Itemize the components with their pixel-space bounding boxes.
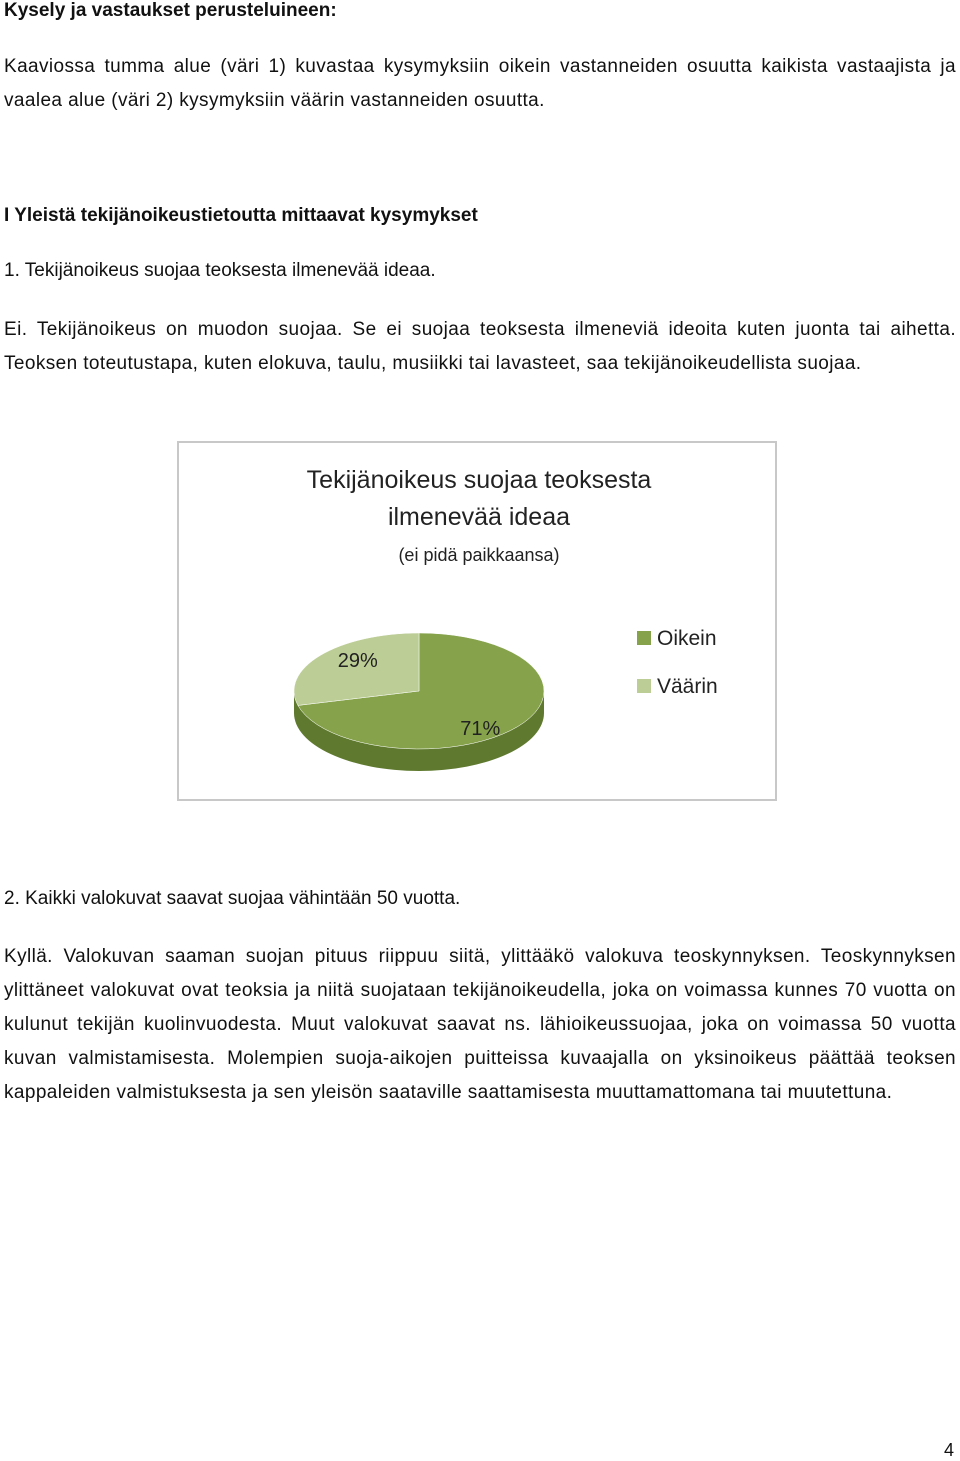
pie-label-väärin: 29% xyxy=(337,649,378,672)
answer-1: Ei. Tekijänoikeus on muodon suojaa. Se ei suojaa teoksesta ilmeneviä ideoita kuten juonta tai aihetta. Teoksen toteutustapa, kuten elokuva, taulu, musiikki tai lavasteet, saa tekijänoikeudellista suojaa. xyxy=(4,319,956,374)
pie-label-oikein: 71% xyxy=(460,718,501,741)
pie-chart-svg xyxy=(179,443,779,803)
chart-title-line-2: ilmenevää ideaa xyxy=(387,503,571,531)
question-2: 2. Kaikki valokuvat saavat suojaa vähintään 50 vuotta. xyxy=(4,888,461,909)
intro-paragraph: Kaaviossa tumma alue (väri 1) kuvastaa kysymyksiin oikein vastanneiden osuutta kaikista vastaajista ja vaalea alue (väri 2) kysymyksiin väärin vastanneiden osuutta. xyxy=(4,56,956,111)
section-title: I Yleistä tekijänoikeustietoutta mittaavat kysymykset xyxy=(4,205,478,226)
legend-label-oikein: Oikein xyxy=(657,627,717,650)
chart-title-line-1: Tekijänoikeus suojaa teoksesta xyxy=(306,466,652,494)
page-number: 4 xyxy=(944,1440,955,1460)
pie-chart xyxy=(177,441,777,801)
question-1: 1. Tekijänoikeus suojaa teoksesta ilmenevää ideaa. xyxy=(4,260,436,281)
legend-label-väärin: Väärin xyxy=(657,675,718,698)
answer-2: Kyllä. Valokuvan saaman suojan pituus riippuu siitä, ylittääkö valokuva teoskynnyksen. Teoskynnyksen ylittäneet valokuvat ovat teoksia ja niitä suojataan tekijänoikeudella, joka on voimassa kunnes 70 vuotta on kulunut tekijän kuolinvuodesta. Muut valokuvat saavat ns. lähioikeussuojaa, joka on voimassa 50 vuotta kuvan valmistamisesta. Molempien suoja-aikojen puitteissa kuvaajalla on yksinoikeus päättää teoksen kappaleiden valmistuksesta ja sen yleisön saataville saattamisesta muuttamattomana tai muutettuna. xyxy=(4,946,956,1103)
chart-subtitle: (ei pidä paikkaansa) xyxy=(398,545,560,565)
page-heading: Kysely ja vastaukset perusteluineen: xyxy=(4,0,337,21)
legend-swatch-oikein xyxy=(637,631,651,645)
legend-swatch-väärin xyxy=(637,679,651,693)
